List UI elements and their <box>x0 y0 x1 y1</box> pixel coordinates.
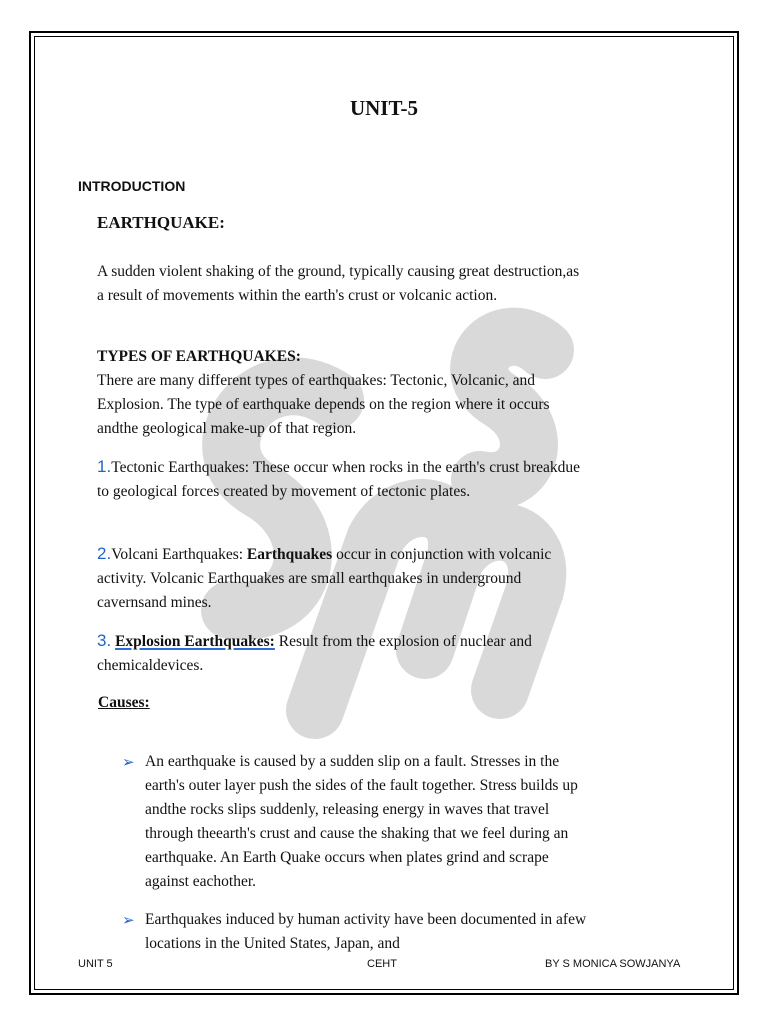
footer-right: BY S MONICA SOWJANYA <box>545 958 681 970</box>
type-volcanic-lead: Volcani Earthquakes: <box>111 546 247 563</box>
type-volcanic-text: occur in conjunction with volcanic activity. Volcanic Earthquakes are small earthquakes in underground cavernsand mines. <box>97 546 552 611</box>
earthquake-heading: EARTHQUAKE: <box>97 213 225 232</box>
type-explosion <box>97 629 587 678</box>
list-item: An earthquake is caused by a sudden slip on a fault. Stresses in the earth's outer layer push the sides of the fault together. Stress builds up andthe rocks slips suddenly, releasing energy in waves that travel through theearth's crust and cause the shaking that we feel during an earthquake. An Earth Quake occurs when plates grind and scrape against eachother. <box>145 753 578 890</box>
list-number: 2. <box>97 544 112 563</box>
arrow-bullet-icon: ➢ <box>122 753 135 771</box>
types-paragraph: There are many different types of earthquakes: Tectonic, Volcanic, and Explosion. The type of earthquake depends on the region where it occurs andthe geological make-up of that region. <box>97 372 550 437</box>
list-item: Earthquakes induced by human activity have been documented in afew locations in the United States, Japan, and <box>145 911 587 952</box>
page-title: UNIT-5 <box>349 96 419 120</box>
types-section <box>97 345 587 441</box>
list-number: 1. <box>97 457 112 476</box>
type-tectonic <box>97 455 587 504</box>
definition-paragraph: A sudden violent shaking of the ground, typically causing great destruction,as a result of movements within the earth's crust or volcanic action. <box>97 263 580 304</box>
type-explosion-text: Result from the explosion of nuclear and chemicaldevices. <box>97 633 532 674</box>
footer-center: CEHT <box>367 958 397 970</box>
types-heading: TYPES OF EARTHQUAKES: <box>97 348 301 365</box>
type-volcanic-bold: Earthquakes <box>246 546 333 563</box>
type-volcanic <box>97 542 587 615</box>
footer-left: UNIT 5 <box>78 958 113 970</box>
type-tectonic-text: Tectonic Earthquakes: These occur when rocks in the earth's crust breakdue to geological forces created by movement of tectonic plates. <box>97 459 581 500</box>
list-number: 3. <box>97 631 112 650</box>
causes-heading: Causes: <box>98 694 150 711</box>
introduction-heading: INTRODUCTION <box>78 178 186 194</box>
arrow-bullet-icon: ➢ <box>122 911 135 929</box>
type-explosion-bold: Explosion Earthquakes: <box>115 633 275 650</box>
